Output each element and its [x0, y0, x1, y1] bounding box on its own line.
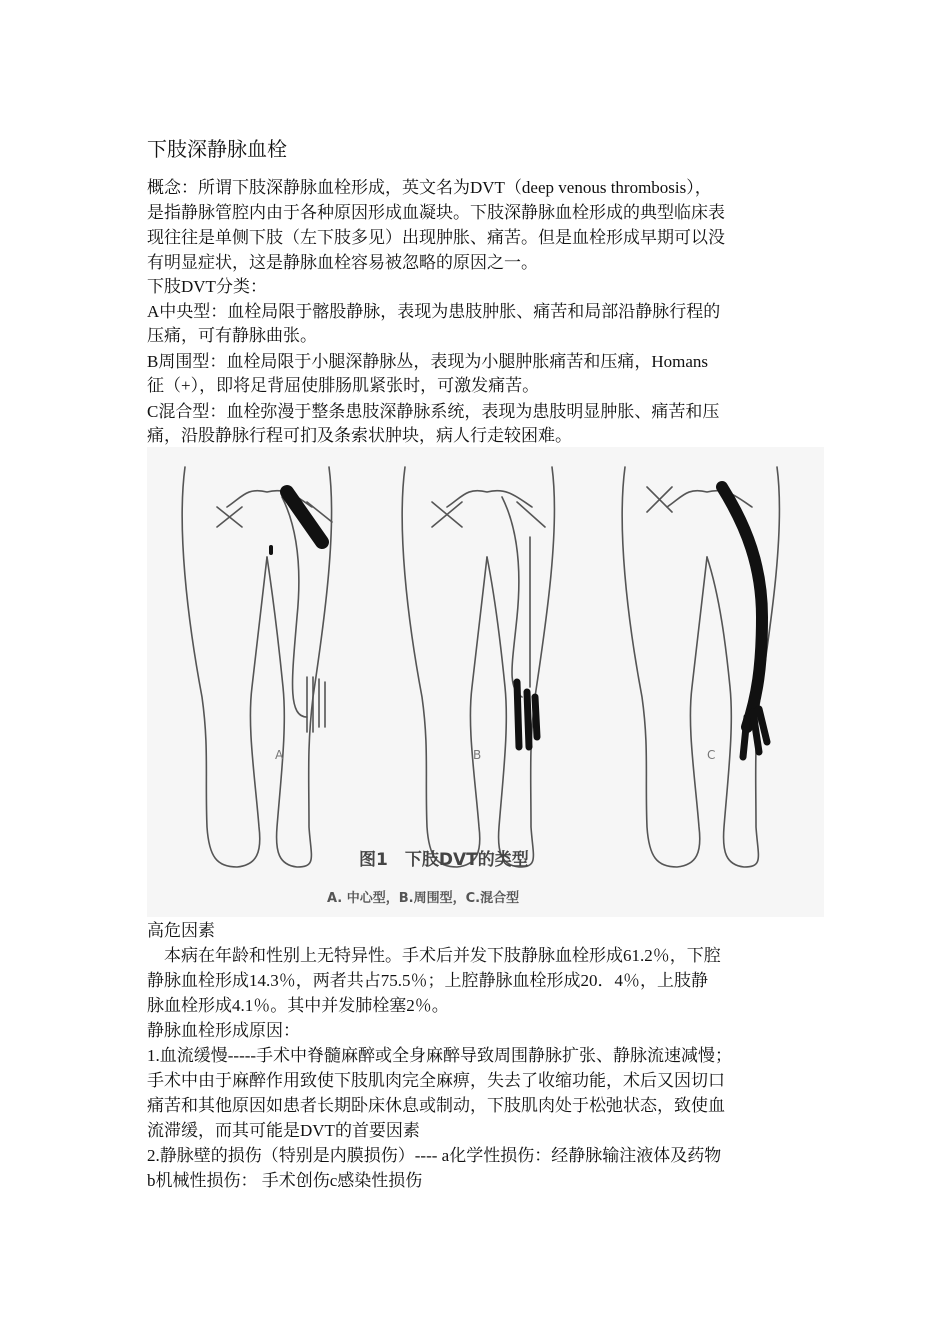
dvt-types-figure: [147, 447, 824, 917]
section-heading-causes: 静脉血栓形成原因：: [147, 1021, 300, 1040]
body-line: 本病在年龄和性别上无特异性。手术后并发下肢静脉血栓形成61.2％，下腔: [147, 946, 721, 965]
intro-line: 有明显症状，这是静脉血栓容易被忽略的原因之一。: [147, 253, 538, 272]
figure-subcaption: A. 中心型，B.周围型，C.混合型: [327, 891, 520, 906]
type-a-line: 压痛，可有静脉曲张。: [147, 326, 317, 345]
section-heading-risk: 高危因素: [147, 921, 215, 940]
leg-diagram-c: [622, 467, 779, 867]
body-line: 脉血栓形成4.1％。其中并发肺栓塞2％。: [147, 996, 449, 1015]
body-line: 痛苦和其他原因如患者长期卧床休息或制动，下肢肌肉处于松弛状态，致使血: [147, 1096, 725, 1115]
dvt-illustration: [147, 447, 824, 917]
type-b-line: 征（+），即将足背屈使腓肠肌紧张时，可激发痛苦。: [147, 376, 540, 395]
type-c-line: C混合型：血栓弥漫于整条患肢深静脉系统，表现为患肢明显肿胀、痛苦和压: [147, 402, 720, 421]
intro-line: 是指静脉管腔内由于各种原因形成血凝块。下肢深静脉血栓形成的典型临床表: [147, 203, 725, 222]
panel-label-b: B: [473, 748, 482, 762]
body-line: 2.静脉壁的损伤（特别是内膜损伤）---- a化学性损伤：经静脉输注液体及药物: [147, 1146, 722, 1165]
body-line: 静脉血栓形成14.3％，两者共占75.5％；上腔静脉血栓形成20．4％，上肢静: [147, 971, 708, 990]
type-b-line: B周围型：血栓局限于小腿深静脉丛，表现为小腿肿胀痛苦和压痛，Homans: [147, 352, 708, 371]
panel-label-a: A: [275, 748, 284, 762]
body-line: b机械性损伤： 手术创伤c感染性损伤: [147, 1171, 423, 1190]
intro-line: 概念：所谓下肢深静脉血栓形成，英文名为DVT（deep venous thrombosis），: [147, 178, 712, 197]
body-line: 手术中由于麻醉作用致使下肢肌肉完全麻痹，失去了收缩功能，术后又因切口: [147, 1071, 725, 1090]
type-c-line: 痛，沿股静脉行程可扪及条索状肿块，病人行走较困难。: [147, 426, 572, 445]
figure-caption: 图1 下肢DVT的类型: [359, 850, 529, 870]
classification-heading: 下肢DVT分类：: [147, 277, 267, 296]
leg-diagram-b: [402, 467, 554, 867]
leg-diagram-a: [182, 467, 332, 867]
panel-label-c: C: [707, 748, 716, 762]
intro-line: 现往往是单侧下肢（左下肢多见）出现肿胀、痛苦。但是血栓形成早期可以没: [147, 228, 725, 247]
document-title: 下肢深静脉血栓: [147, 139, 287, 161]
type-a-line: A中央型：血栓局限于髂股静脉，表现为患肢肿胀、痛苦和局部沿静脉行程的: [147, 302, 721, 321]
body-line: 流滞缓，而其可能是DVT的首要因素: [147, 1121, 420, 1140]
body-line: 1.血流缓慢-----手术中脊髓麻醉或全身麻醉导致周围静脉扩张、静脉流速减慢；: [147, 1046, 733, 1065]
